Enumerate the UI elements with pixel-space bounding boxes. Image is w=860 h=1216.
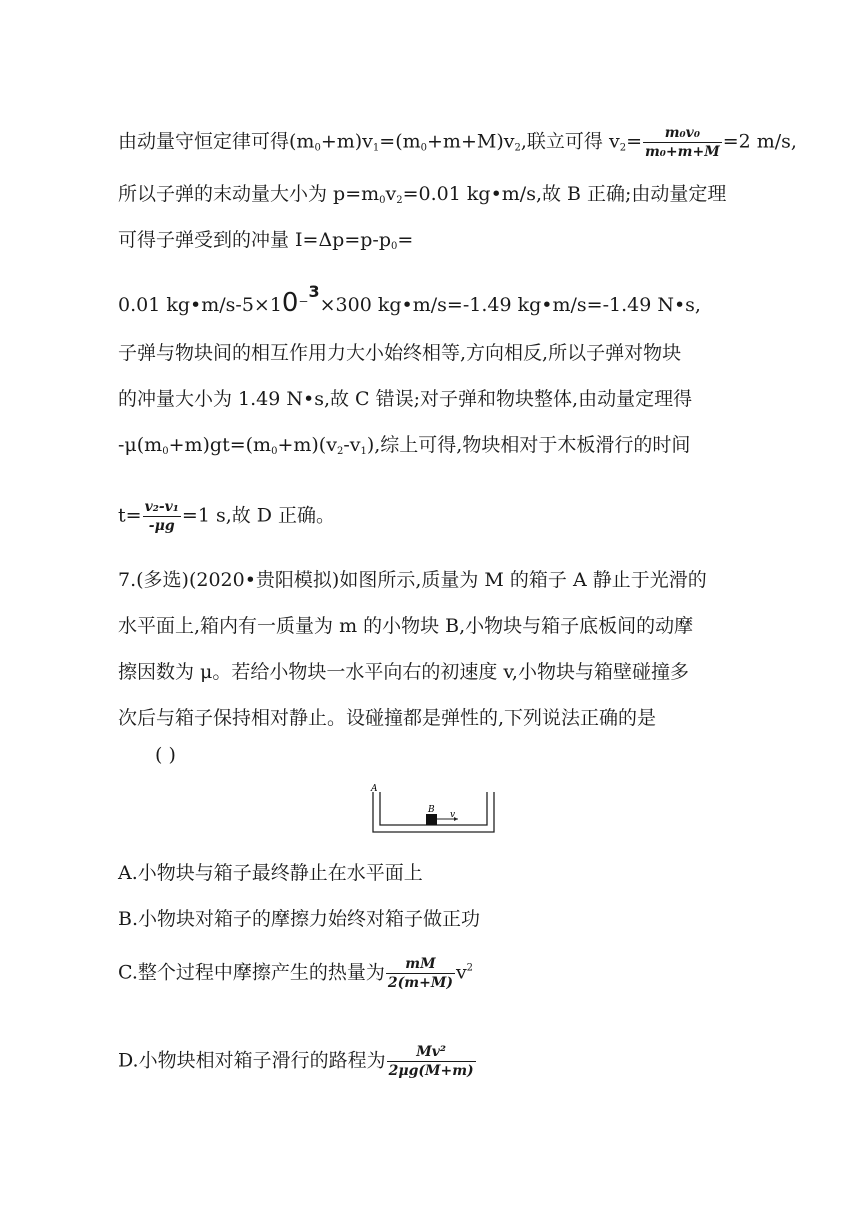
- text: ,联立可得 v: [520, 130, 620, 153]
- fraction-denominator: -μg: [148, 518, 175, 534]
- question-line-3: 擦因数为 μ。若给小物块一水平向右的初速度 v,小物块与箱壁碰撞多: [118, 661, 689, 683]
- answer-blank: ( ): [155, 744, 176, 766]
- subscript: 1: [372, 142, 380, 154]
- fraction-heat: [386, 955, 455, 992]
- solution-line-5: 子弹与物块间的相互作用力大小始终相等,方向相反,所以子弹对物块: [118, 342, 682, 364]
- question-line-4: 次后与箱子保持相对静止。设碰撞都是弹性的,下列说法正确的是: [118, 707, 657, 729]
- text: 所以子弹的末动量大小为 p=m: [118, 183, 380, 205]
- solution-line-2: [118, 181, 726, 214]
- subscript: 2: [514, 142, 521, 154]
- text: =(m: [379, 130, 421, 153]
- text: ×300 kg•m/s=-1.49 kg•m/s=-1.49 N•s,: [319, 294, 701, 316]
- label-b: B: [428, 805, 435, 815]
- text: +m)(v: [277, 434, 337, 456]
- subscript: 2: [336, 446, 344, 457]
- minus-sign: ⁻: [298, 294, 309, 316]
- fraction-numerator: v₂-v₁: [144, 499, 179, 515]
- fraction-numerator: m₀v₀: [643, 124, 722, 143]
- text: -μ(m: [118, 434, 163, 456]
- subscript: 2: [396, 195, 403, 206]
- text: C.整个过程中摩擦产生的热量为: [118, 961, 385, 984]
- text: =1 s,故 D 正确。: [181, 504, 336, 527]
- text: -v: [343, 434, 361, 456]
- subscript: 2: [619, 142, 627, 154]
- question-line-2: 水平面上,箱内有一质量为 m 的小物块 B,小物块与箱子底板间的动摩: [118, 615, 694, 637]
- fraction-t: [143, 498, 181, 535]
- question-line-1: 7.(多选)(2020•贵阳模拟)如图所示,质量为 M 的箱子 A 静止于光滑的: [118, 569, 707, 591]
- option-b: B.小物块对箱子的摩擦力始终对箱子做正功: [118, 908, 481, 930]
- option-d: [118, 1043, 477, 1080]
- text: 由动量守恒定律可得(m: [118, 130, 315, 153]
- fraction-denominator: 2μg(M+m): [388, 1063, 474, 1079]
- fraction-numerator: Mv²: [387, 1043, 476, 1062]
- text: +m+M)v: [427, 130, 515, 153]
- text: =0.01 kg•m/s,故 B 正确;由动量定理: [402, 183, 727, 205]
- solution-line-4: [118, 282, 701, 319]
- text: =: [397, 229, 414, 251]
- text: t=: [118, 504, 142, 527]
- subscript: 0: [391, 241, 398, 252]
- text: v: [385, 183, 397, 205]
- solution-line-6: 的冲量大小为 1.49 N•s,故 C 错误;对子弹和物块整体,由动量定理得: [118, 388, 693, 410]
- fraction-path: [387, 1043, 476, 1080]
- text: +m)v: [320, 130, 373, 153]
- subscript: 0: [379, 195, 386, 206]
- subscript: 0: [420, 142, 428, 154]
- exponent: 3: [308, 282, 320, 301]
- fraction-denominator: 2(m+M): [387, 975, 453, 991]
- option-a: A.小物块与箱子最终静止在水平面上: [118, 862, 423, 884]
- solution-line-7: [118, 432, 690, 465]
- label-a: A: [371, 784, 378, 794]
- text: ),综上可得,物块相对于木板滑行的时间: [366, 434, 691, 456]
- text: +m)gt=(m: [168, 434, 272, 456]
- text: =2 m/s,: [722, 130, 797, 153]
- subscript: 0: [162, 446, 169, 457]
- superscript: 2: [466, 962, 474, 974]
- fraction-numerator: mM: [386, 955, 455, 974]
- block-b: [426, 814, 437, 825]
- solution-line-1: [118, 124, 797, 162]
- option-c: [118, 955, 473, 992]
- solution-line-3: [118, 227, 413, 260]
- box-figure: [370, 784, 498, 836]
- fraction-denominator: m₀+m+M: [644, 144, 720, 160]
- text: =: [626, 130, 642, 153]
- text: 可得子弹受到的冲量 I=Δp=p-p: [118, 229, 392, 251]
- text: D.小物块相对箱子滑行的路程为: [118, 1049, 386, 1072]
- solution-line-8: [118, 498, 335, 535]
- text: v: [455, 961, 467, 984]
- fraction-v2: [643, 124, 722, 161]
- text: 0.01 kg•m/s-5×1: [118, 294, 282, 316]
- label-v: v: [450, 810, 456, 820]
- text: 0: [281, 288, 299, 318]
- subscript: 0: [314, 142, 321, 154]
- subscript: 1: [360, 446, 367, 457]
- subscript: 0: [271, 446, 278, 457]
